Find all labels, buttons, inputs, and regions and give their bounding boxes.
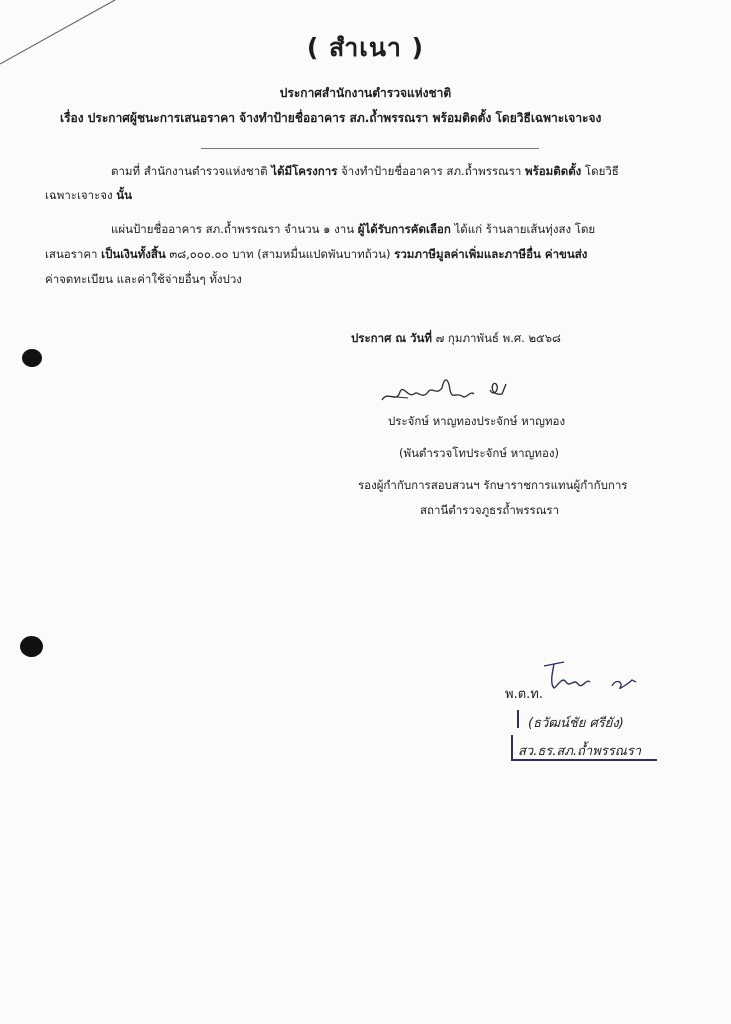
certifier-name: (ธวัฒน์ชัย ศรียัง) — [528, 716, 624, 731]
announce-date-value: ๗ กุมภาพันธ์ พ.ศ. ๒๕๖๘ — [431, 331, 561, 345]
p1-text-e: พร้อมติดตั้ง — [525, 164, 582, 178]
p2-text-l1b: ผู้ได้รับการคัดเลือก — [357, 222, 451, 236]
p1-text-end: นั้น — [116, 188, 133, 202]
certifier-position: สว.ธร.สภ.ถ้ำพรรณรา — [518, 744, 642, 759]
p1-text-line2: เฉพาะเจาะจง — [45, 188, 117, 202]
p2-text-l2d: รวมภาษีมูลค่าเพิ่มและภาษีอื่น ค่าขนส่ง — [394, 247, 588, 261]
certifier-rank: พ.ต.ท. — [505, 687, 543, 702]
p2-text-l2a: เสนอราคา — [45, 247, 102, 261]
separator-line — [201, 148, 539, 149]
p2-text-l1a: แผ่นป้ายชื่ออาคาร สภ.ถ้ำพรรณรา จำนวน ๑ งาน — [111, 222, 358, 236]
paragraph2-line1 — [111, 220, 595, 239]
signer-position-line1: รองผู้กำกับการสอบสวนฯ รักษาราชการแทนผู้กำกับการ — [358, 478, 628, 492]
paragraph1-line2 — [45, 186, 132, 205]
p2-text-l1c: ได้แก่ ร้านลายเส้นทุ่งสง โดย — [450, 222, 596, 236]
p1-text-f: โดยวิธี — [581, 164, 619, 178]
signer-name-line: ประจักษ์ หาญทองประจักษ์ หาญทอง — [388, 414, 566, 428]
p2-text-l2b: เป็นเงินทั้งสิ้น — [101, 247, 166, 261]
heading-organization: ประกาศสำนักงานตำรวจแห่งชาติ — [279, 86, 452, 100]
p2-text-l3: ค่าจดทะเบียน และค่าใช้จ่ายอื่นๆ ทั้งปวง — [45, 272, 242, 286]
copy-title: ( สำเนา ) — [306, 33, 425, 62]
paragraph1-line1 — [111, 162, 619, 181]
punch-hole-bottom — [20, 636, 43, 657]
p1-text-c: ได้มีโครงการ — [271, 164, 338, 178]
announce-label: ประกาศ ณ วันที่ — [351, 331, 432, 345]
heading-subject: เรื่อง ประกาศผู้ชนะการเสนอราคา จ้างทำป้ายชื่ออาคาร สภ.ถ้ำพรรณรา พร้อมติดตั้ง โดยวิธีเฉพาะเจาะจง — [60, 111, 602, 125]
punch-hole-top — [22, 349, 42, 367]
paragraph2-line2 — [45, 245, 587, 264]
announcement-date — [351, 330, 561, 348]
signer-position-line2: สถานีตำรวจภูธรถ้ำพรรณรา — [420, 503, 560, 517]
paragraph2-line3 — [45, 270, 242, 289]
p2-text-l2c: ๓๘,๐๐๐.๐๐ บาท (สามหมื่นแปดพันบาทถ้วน) — [165, 247, 395, 261]
p1-text-d: จ้างทำป้ายชื่ออาคาร สภ.ถ้ำพรรณรา — [337, 164, 526, 178]
p1-text-b: สำนักงานตำรวจแห่งชาติ — [140, 164, 272, 178]
p1-text-a: ตามที่ — [111, 164, 141, 178]
signer-name-parenthesis: (พันตำรวจโทประจักษ์ หาญทอง) — [399, 446, 560, 460]
handwritten-signature-2 — [540, 656, 650, 696]
pen-tick-mark — [517, 710, 519, 728]
handwritten-signature-1 — [378, 370, 518, 415]
